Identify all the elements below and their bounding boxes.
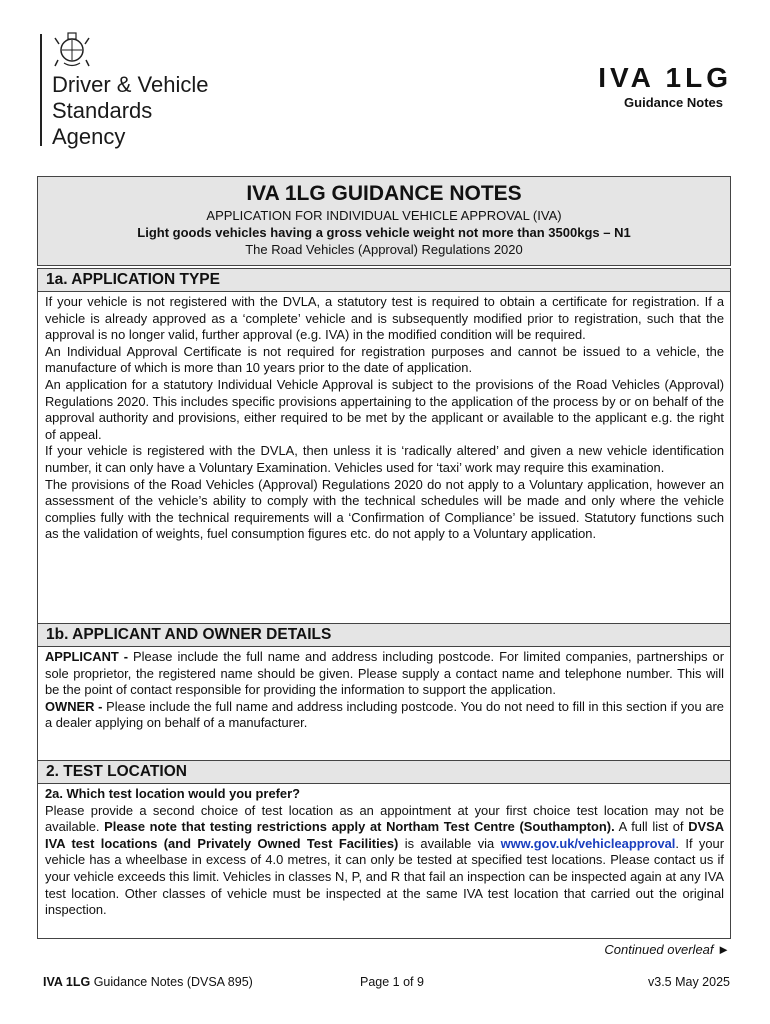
section-2a-subheading: 2a. Which test location would you prefer?	[45, 786, 300, 801]
text-run: . If your vehicle has a wheelbase in excess of 4.0 metres, it can only be tested at specified test locations. Please contact us if your vehicle exceeds this limit. Vehicles in classes N, P, and R that fail an inspection can be inspected again at any IVA test location. Other classes of vehicle must be inspected at the same IVA test location that carried out the original inspection.	[45, 835, 725, 918]
footer-doc-name	[43, 975, 253, 989]
agency-line: Driver & Vehicle	[52, 72, 209, 97]
applicant-text: Please include the full name and address including postcode. For limited companies, partnerships or sole proprietor, the registered name should be given. Please supply a contact name and telephone number. This will be the point of contact responsible for providing the information to support the application.	[45, 649, 724, 698]
section-2-heading: 2. TEST LOCATION	[37, 760, 731, 784]
paragraph: If your vehicle is not registered with the DVLA, a statutory test is required to obtain a certificate for registration. If a vehicle is already approved as a ‘complete’ vehicle and is subsequently modified prior to registration, such that the approval is no longer valid, further approval (e.g. IVA) in the modified condition will be required.	[45, 294, 724, 343]
title-line-3: The Road Vehicles (Approval) Regulations 2020	[245, 242, 523, 257]
footer-code: IVA 1LG	[43, 975, 91, 989]
owner-paragraph	[45, 699, 724, 732]
logo-divider	[40, 34, 42, 146]
test-location-paragraph	[45, 803, 724, 919]
title-line-1: APPLICATION FOR INDIVIDUAL VEHICLE APPROVAL (IVA)	[206, 208, 562, 223]
section-1a-body	[37, 292, 731, 623]
section-2-body	[37, 784, 731, 939]
footer-page-number: Page 1 of 9	[360, 975, 424, 989]
agency-line: Standards	[52, 98, 153, 123]
paragraph: The provisions of the Road Vehicles (Approval) Regulations 2020 do not apply to a Voluntary application, however an assessment of the vehicle’s ability to comply with the technical schedules will be made and only where the vehicle complies fully with the technical requirements will a ‘Confirmation of Compliance’ be issued. Statutory functions such as the validation of weights, fuel consumption figures etc. do not apply to a Voluntary application.	[45, 476, 724, 542]
paragraph: An Individual Approval Certificate is not required for registration purposes and cannot be issued to a vehicle, the manufacture of which is more than 10 years prior to the date of application.	[45, 343, 724, 376]
section-1b-body	[37, 647, 731, 760]
vehicle-approval-link[interactable]: www.gov.uk/vehicleapproval	[500, 835, 676, 851]
form-code: IVA 1LG	[598, 62, 732, 93]
title-box	[37, 176, 731, 266]
text-run: is available via	[398, 835, 501, 851]
section-1a-heading: 1a. APPLICATION TYPE	[37, 268, 731, 292]
royal-crest-icon	[52, 30, 92, 70]
agency-name	[52, 72, 209, 150]
applicant-paragraph	[45, 649, 724, 699]
footer-version: v3.5 May 2025	[648, 975, 730, 989]
title-line-2: Light goods vehicles having a gross vehicle weight not more than 3500kgs – N1	[137, 225, 631, 240]
text-run: A full list of	[614, 819, 689, 835]
test-locations-list-label: DVSA IVA test locations (and Privately Owned Test Facilities)	[45, 819, 725, 851]
continued-overleaf: Continued overleaf ►	[604, 942, 730, 957]
owner-text: Please include the full name and address including postcode. You do not need to fill in this section if you are a dealer applying on behalf of a manufacturer.	[45, 698, 724, 731]
footer-doc-text: Guidance Notes (DVSA 895)	[90, 975, 253, 989]
paragraph: An application for a statutory Individual Vehicle Approval is subject to the provisions of the Road Vehicles (Approval) Regulations 2020. This includes specific provisions appertaining to the application of the process by or on behalf of the approval authority and provisions, either required to be met by the applicant or available to the applicant e.g. the right of appeal.	[45, 376, 724, 442]
document-title: IVA 1LG GUIDANCE NOTES	[246, 182, 522, 205]
text-run: Please provide a second choice of test location as an appointment at your first choice test location may not be available.	[45, 802, 724, 835]
section-1b-heading: 1b. APPLICANT AND OWNER DETAILS	[37, 623, 731, 647]
northam-notice: Please note that testing restrictions apply at Northam Test Centre (Southampton).	[104, 819, 615, 835]
paragraph: If your vehicle is registered with the DVLA, then unless it is ‘radically altered’ and given a new vehicle identification number, it can only have a Voluntary Examination. Vehicles used for ‘taxi’ work may require this examination.	[45, 443, 724, 475]
applicant-label: APPLICANT -	[45, 649, 129, 664]
form-subtitle: Guidance Notes	[624, 95, 723, 110]
agency-line: Agency	[52, 124, 126, 149]
owner-label: OWNER -	[45, 698, 103, 714]
